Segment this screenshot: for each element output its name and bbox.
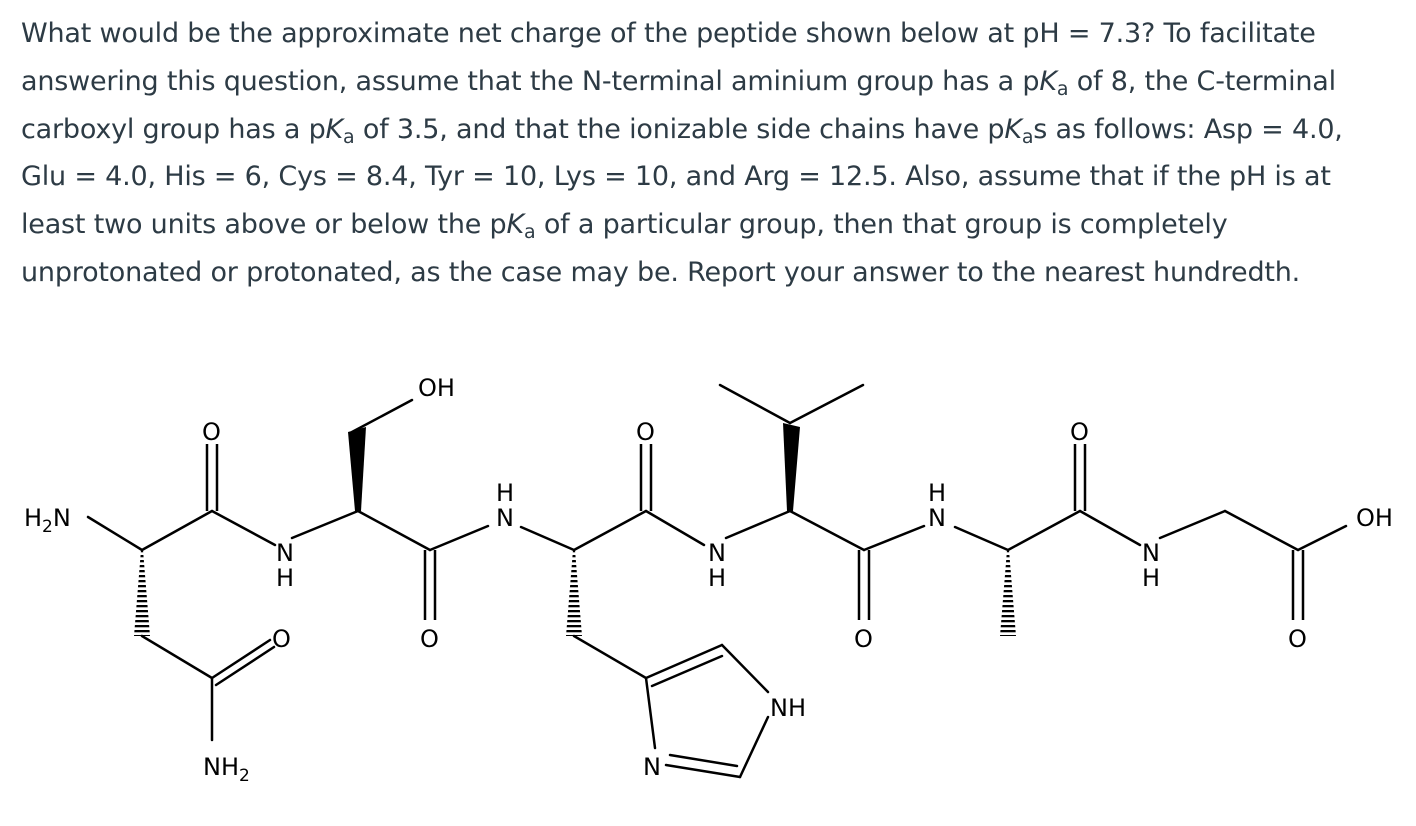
- imidazole-nh-label: NH: [770, 694, 806, 722]
- oxygen-label: O: [636, 418, 655, 446]
- question-line: [21, 249, 1406, 297]
- amide-hydrogen-label: H: [496, 479, 515, 507]
- pka-sub: a: [1056, 77, 1069, 100]
- hydroxyl-label: OH: [1356, 504, 1393, 532]
- stereo-wedges: [348, 423, 800, 511]
- oxygen-label: O: [1070, 418, 1089, 446]
- question-text: [21, 10, 1406, 297]
- amide-nitrogen-label: N: [708, 539, 726, 567]
- question-line-3c: s as follows: Asp = 4.0,: [1033, 113, 1343, 145]
- pka-sub: a: [1021, 125, 1034, 148]
- pka-k: K: [506, 209, 524, 241]
- oxygen-label: O: [202, 418, 221, 446]
- question-line-5a: least two units above or below the p: [21, 209, 507, 241]
- stereo-hashes: [134, 550, 1016, 636]
- question-line-5b: of a particular group, then that group is completely: [535, 209, 1228, 241]
- pka-k: K: [1004, 113, 1022, 145]
- amine-label: $H_2N$: [24, 504, 71, 537]
- pka-k: K: [325, 113, 344, 145]
- pka-k: K: [1039, 65, 1057, 97]
- amide-nitrogen-label: N: [496, 504, 514, 532]
- amide-hydrogen-label: H: [1142, 564, 1161, 592]
- amide-hydrogen-label: H: [276, 564, 295, 592]
- amide-hydrogen-label: H: [928, 479, 947, 507]
- question-line-3a: carboxyl group has a p: [21, 113, 326, 145]
- question-line-2a: answering this question, assume that the N-terminal aminium group has a p: [21, 65, 1040, 97]
- question-line-2b: of 8, the C-terminal: [1068, 65, 1336, 97]
- atom-labels: [24, 374, 1393, 786]
- imidazole-n-label: N: [643, 753, 661, 781]
- question-line-1: What would be the approximate net charge of the peptide shown below at pH = 7.3? To facilitate: [21, 18, 1316, 49]
- amide-nitrogen-label: N: [276, 539, 294, 567]
- amide-hydrogen-label: H: [708, 564, 727, 592]
- question-line: [21, 153, 1406, 201]
- amide-nitrogen-label: N: [1142, 539, 1160, 567]
- oxygen-label: O: [854, 625, 873, 653]
- oxygen-label: O: [272, 625, 291, 653]
- question-line-3b: of 3.5, and that the ionizable side chains have p: [354, 113, 1005, 145]
- question-line: [21, 106, 1406, 154]
- oxygen-label: O: [1288, 625, 1307, 653]
- pka-sub: a: [524, 221, 536, 244]
- question-line: [21, 58, 1406, 106]
- amide-nitrogen-label: N: [928, 504, 946, 532]
- oxygen-label: O: [420, 625, 439, 653]
- amide-nh2-label: $NH_2$: [203, 753, 250, 786]
- question-line: [21, 201, 1406, 249]
- peptide-structure: [0, 330, 1416, 820]
- hydroxyl-label: OH: [418, 374, 455, 402]
- question-line-6: unprotonated or protonated, as the case may be. Report your answer to the nearest hundredth.: [21, 256, 1301, 288]
- pka-sub: a: [343, 125, 355, 148]
- carbonyl-bonds: [207, 444, 1303, 620]
- side-chain-bonds: [142, 385, 863, 777]
- question-line: [21, 10, 1406, 58]
- question-line-4: Glu = 4.0, His = 6, Cys = 8.4, Tyr = 10, Lys = 10, and Arg = 12.5. Also, assume that if the pH is at: [21, 161, 1331, 193]
